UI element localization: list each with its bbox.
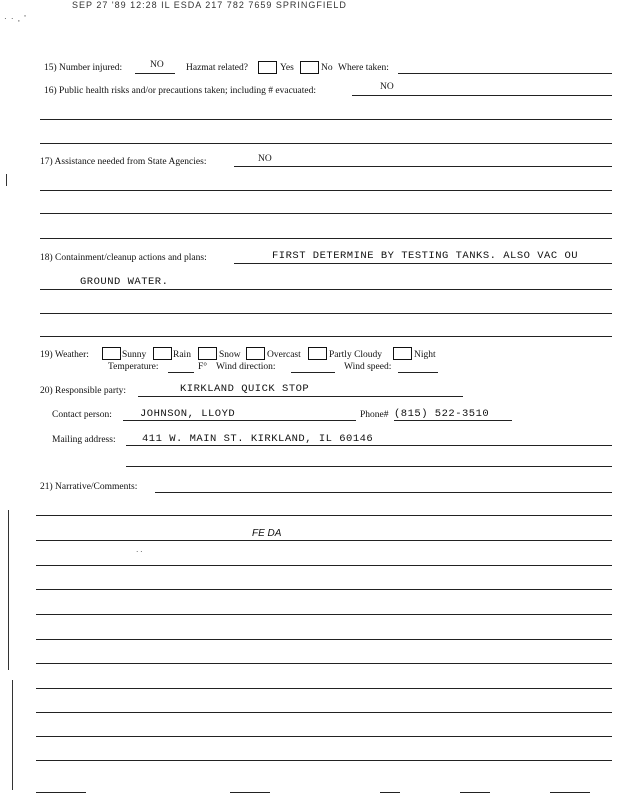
scan-left-edge-mark [8,510,9,670]
contact-person-value: JOHNSON, LLOYD [140,408,236,420]
q18-line-1 [40,289,612,290]
mailing-address-line [126,445,612,446]
narrative-line-6 [36,639,612,640]
scan-margin-mark [6,174,7,186]
mailing-address-value: 411 W. MAIN ST. KIRKLAND, IL 60146 [142,433,374,445]
q17-line-2 [40,213,612,214]
wind-direction-line [291,372,335,373]
bottom-fragment-line-2 [380,792,400,793]
hazmat-yes-checkbox[interactable] [258,61,277,74]
narrative-line-11 [36,760,612,761]
q18-label: 18) Containment/cleanup actions and plans: [40,253,207,263]
mailing-address-line-2 [126,466,612,467]
q17-line-0 [234,166,612,167]
hazmat-yes-label: Yes [280,63,294,73]
narrative-line-5 [36,614,612,615]
narrative-line-10 [36,736,612,737]
responsible-party-line [138,396,463,397]
scan-left-edge-mark-2 [12,680,13,790]
weather-snow-label: Snow [219,350,241,360]
q16-line-0 [352,95,612,96]
contact-person-line [123,420,356,421]
weather-rain-checkbox[interactable] [153,347,172,360]
phone-line [394,420,512,421]
q15-label: 15) Number injured: [44,63,123,73]
q20-label: 20) Responsible party: [40,386,127,396]
q16-line-2 [40,143,612,144]
q18-line-2 [40,313,612,314]
temperature-unit: F° [198,362,208,372]
fax-header: SEP 27 '89 12:28 IL ESDA 217 782 7659 SPRINGFIELD [72,0,347,10]
responsible-party-value: KIRKLAND QUICK STOP [180,383,310,395]
weather-night-checkbox[interactable] [393,347,412,360]
q18-line-3 [40,336,612,337]
narrative-line-2 [36,540,612,541]
narrative-line-9 [36,712,612,713]
contact-person-label: Contact person: [52,410,112,420]
q18-line1-text: FIRST DETERMINE BY TESTING TANKS. ALSO VAC OU [272,250,579,262]
bottom-fragment-line-1 [230,792,270,793]
q18-line2-text: GROUND WATER. [80,276,169,288]
bottom-fragment-line-3 [460,792,490,793]
narrative-line-1 [36,515,612,516]
mailing-address-label: Mailing address: [52,435,116,445]
q21-label: 21) Narrative/Comments: [40,482,138,492]
q16-value: NO [380,82,394,92]
narrative-line-8 [36,688,612,689]
q15-value-line [135,73,175,74]
weather-night-label: Night [414,350,436,360]
hazmat-no-checkbox[interactable] [300,61,319,74]
q18-line-0 [234,263,612,264]
scan-dots: · · [136,548,143,556]
q15-value: NO [150,60,164,70]
weather-partly-cloudy-label: Partly Cloudy [329,350,383,360]
handwritten-note: FE DA [252,528,282,539]
wind-speed-line [398,372,438,373]
where-taken-line [398,73,612,74]
hazmat-no-label: No [321,63,333,73]
bottom-fragment-line-4 [550,792,590,793]
phone-value: (815) 522-3510 [394,408,490,420]
temperature-line [168,372,194,373]
q17-line-1 [40,190,612,191]
narrative-line-7 [36,663,612,664]
narrative-line-0 [155,492,612,493]
weather-sunny-label: Sunny [122,350,147,360]
narrative-line-4 [36,589,612,590]
scan-specks: · · , ' [4,14,27,23]
q17-label: 17) Assistance needed from State Agencies: [40,157,207,167]
weather-partly-cloudy-checkbox[interactable] [308,347,327,360]
weather-overcast-checkbox[interactable] [246,347,265,360]
q16-line-1 [40,119,612,120]
narrative-line-3 [36,565,612,566]
temperature-label: Temperature: [108,362,159,372]
phone-label: Phone# [360,410,389,420]
weather-sunny-checkbox[interactable] [102,347,121,360]
q15-hazmat-label: Hazmat related? [186,63,248,73]
where-taken-label: Where taken: [338,63,389,73]
weather-snow-checkbox[interactable] [198,347,217,360]
q17-value: NO [258,154,272,164]
wind-speed-label: Wind speed: [344,362,392,372]
q19-label: 19) Weather: [40,350,89,360]
bottom-fragment-line-0 [36,792,86,793]
weather-overcast-label: Overcast [267,350,301,360]
q17-line-3 [40,238,612,239]
wind-direction-label: Wind direction: [216,362,276,372]
q16-label: 16) Public health risks and/or precautions taken; including # evacuated: [44,86,316,96]
weather-rain-label: Rain [173,350,191,360]
